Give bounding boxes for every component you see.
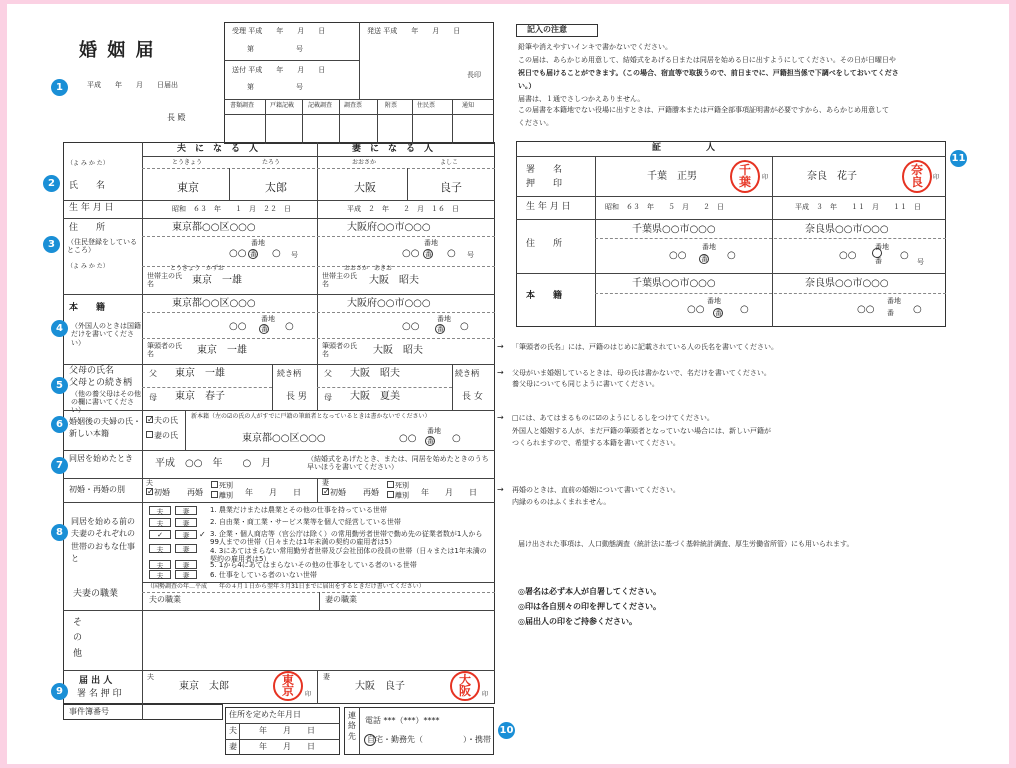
witness1-address[interactable]: 千葉県○○市○○○ xyxy=(632,224,716,235)
work-checkbox-grid: 夫 妻 夫 妻 ✓ 妻 ✓ 夫 妻 夫 妻 夫 妻 xyxy=(149,506,209,576)
wife-head-kana: おおさか あきお xyxy=(344,265,393,272)
ban-label: 番 xyxy=(701,255,708,263)
husband-mother[interactable]: 東京 春子 xyxy=(175,391,225,402)
checkbox[interactable] xyxy=(211,491,218,498)
ban-label: 番 xyxy=(887,309,894,317)
wife-death-option[interactable] xyxy=(387,482,409,490)
husband-work-1[interactable]: 夫 xyxy=(149,506,171,515)
contact-label: 連絡先 xyxy=(348,711,356,741)
husband-kana-first: たろう xyxy=(262,159,281,166)
banchi-label: 番地 xyxy=(887,297,901,305)
wife-last-name[interactable]: 大阪 xyxy=(354,181,376,194)
cohabit-note: （結婚式をあげたとき、または、同居を始めたときのうち早いほうを書いてください） xyxy=(307,455,489,472)
sent-no: 第 号 xyxy=(247,83,303,91)
first-label: 初婚 xyxy=(154,488,170,497)
first-label: 初婚 xyxy=(330,488,346,497)
father-label: 父 xyxy=(149,369,157,378)
signer-label: 届 出 人 xyxy=(79,676,113,686)
banchi-label: 番地 xyxy=(251,239,265,247)
husband-address[interactable]: 東京都○○区○○○ xyxy=(172,222,256,233)
wife-work-5[interactable]: 妻 xyxy=(175,560,197,569)
check-label: 書類調査 xyxy=(230,102,255,109)
witness-sign-label: 署 名 xyxy=(526,165,563,175)
husband-kana-last: とうきょう xyxy=(172,159,203,166)
bullet-note: ◎印は各自別々の印を押してください。 xyxy=(518,602,661,611)
occupation-item-4: 4. 3にあてはまらない常用勤労者世帯及び会社団体の役員の世帯（日々または1年未満の契約の雇用者は5） xyxy=(210,547,487,564)
parents-label-2: 父母との続き柄 xyxy=(69,378,133,388)
husband-honseki-head[interactable]: 東京 一雄 xyxy=(197,345,247,356)
witness-seal-label: 押 印 xyxy=(526,179,563,189)
badge-4: 4 xyxy=(51,320,68,337)
side-note: 届け出された事項は、人口動態調査（統計法に基づく基幹統計調査、厚生労働省所管）にも用いられます。 xyxy=(518,540,854,548)
husband-father[interactable]: 東京 一雄 xyxy=(175,368,225,379)
side-note: 外国人と婚姻する人が、まだ戸籍の筆頭者となっていない場合には、新しい戸籍が xyxy=(512,427,771,435)
check-label: 附票 xyxy=(385,102,398,109)
wife-mother[interactable]: 大阪 夏美 xyxy=(350,391,400,402)
form-title: 婚 姻 届 xyxy=(79,40,156,61)
husband-short-label: 夫 xyxy=(146,479,153,487)
banchi-label: 番地 xyxy=(261,315,275,323)
note-line: 届書は、１通でさしつかえありません。 xyxy=(518,95,645,103)
father-label: 父 xyxy=(324,369,332,378)
banchi-label: 番地 xyxy=(424,239,438,247)
contact-phone-kind[interactable]: 自宅・勤務先（ ）・携帯 xyxy=(367,735,491,744)
banchi-label: 番地 xyxy=(875,243,889,251)
death-label: 死別 xyxy=(219,481,233,490)
husband-surname-checkbox[interactable]: ✓ xyxy=(147,415,154,424)
husband-work-2[interactable]: 夫 xyxy=(149,518,171,527)
husband-short-label: 夫 xyxy=(147,673,154,681)
wife-occupation-label: 妻の職業 xyxy=(325,595,357,604)
checkbox[interactable] xyxy=(211,481,218,488)
side-note: 内縁のものはふくまれません。 xyxy=(512,498,611,506)
husband-seal: 東京 xyxy=(273,671,303,701)
to-office: 長 殿 xyxy=(167,113,186,122)
signer-label-2: 署 名 押 印 xyxy=(77,689,122,699)
wife-short-label: 妻 xyxy=(323,673,330,681)
honseki-label: 本 籍 xyxy=(69,303,106,313)
new-honseki-note: 新本籍（左の☑の氏の人がすでに戸籍の筆頭者となっているときは書かないでください） xyxy=(191,413,431,420)
chief-seal-label: 長印 xyxy=(467,71,481,79)
occupation-item-2: 2. 自由業・商工業・サービス業等を個人で経営している世帯 xyxy=(210,518,401,526)
note-line: い。） xyxy=(518,82,536,90)
occupation-item-6: 6. 仕事をしている者のいない世帯 xyxy=(210,571,317,579)
filing-date[interactable]: 平成 年 月 日届出 xyxy=(87,81,178,89)
wife-kana-last: おおさか xyxy=(352,159,377,166)
wife-short-label: 妻 xyxy=(322,479,329,487)
dispatch-date: 発送 平成 年 月 日 xyxy=(367,27,461,35)
again-label: 再婚 xyxy=(187,488,203,497)
husband-first-marriage[interactable] xyxy=(146,489,170,497)
badge-5: 5 xyxy=(51,377,68,394)
ban-label: 番 xyxy=(427,437,434,445)
check-label: 記載調査 xyxy=(308,102,333,109)
honseki-note: （外国人のときは国籍だけを書いてください） xyxy=(71,322,141,347)
husband-head-kana: とうきょう かずお xyxy=(170,265,225,272)
wife-honseki-head[interactable]: 大阪 昭夫 xyxy=(373,345,423,356)
cohabit-date[interactable]: 平成 ○○ 年 ○ 月 xyxy=(155,458,272,469)
badge-7: 7 xyxy=(51,457,68,474)
notes-title: 記入の注意 xyxy=(527,25,567,34)
inn-label: 印 xyxy=(933,174,940,181)
side-note: 父母がいま婚姻しているときは、母の氏は書かないで、名だけを書いてください。 xyxy=(512,369,771,377)
husband-work-4[interactable]: 夫 xyxy=(149,544,171,553)
received-no: 第 号 xyxy=(247,45,303,53)
note-line: ください。 xyxy=(518,119,553,127)
wife-work-6[interactable]: 妻 xyxy=(175,570,197,579)
witness2-honseki[interactable]: 奈良県○○市○○○ xyxy=(805,278,889,289)
new-honseki-no[interactable]: ○○ xyxy=(399,433,417,444)
husband-divorce-option[interactable] xyxy=(211,492,233,500)
wife-honseki[interactable]: 大阪府○○市○○○ xyxy=(347,298,431,309)
witness1-seal: 千葉 xyxy=(730,160,760,193)
wife-first-marriage[interactable] xyxy=(322,489,346,497)
banchi-label: 番地 xyxy=(437,315,451,323)
wife-reg-date[interactable]: 年 月 日 xyxy=(259,742,315,751)
ban-label: 番 xyxy=(437,325,444,333)
checkbox[interactable] xyxy=(387,481,394,488)
wife-relation[interactable]: 長 女 xyxy=(462,392,483,402)
wife-header: 妻 に な る 人 xyxy=(352,144,434,154)
witness2-birth[interactable]: 平成 ３ 年 １１ 月 １１ 日 xyxy=(795,203,921,211)
witness2-honseki-no[interactable]: ○○ xyxy=(857,304,875,315)
wife-address[interactable]: 大阪府○○市○○○ xyxy=(347,222,431,233)
inn-label: 印 xyxy=(482,691,489,698)
husband-surname-option[interactable] xyxy=(146,417,178,425)
witness2-name[interactable]: 奈良 花子 xyxy=(807,171,857,182)
ban-label: 番 xyxy=(715,309,722,317)
witness-title: 証 人 xyxy=(652,143,716,153)
badge-11: 11 xyxy=(950,150,967,167)
wife-surname-option[interactable] xyxy=(146,432,178,440)
husband-first-checkbox[interactable]: ✓ xyxy=(147,487,154,496)
wife-divorce-option[interactable] xyxy=(387,492,409,500)
husband-first-name[interactable]: 太郎 xyxy=(265,181,287,194)
census-note: （国勢調査の年…平成 年の４月１日から翌年３月31日までに届出をするときだけ書いてください） xyxy=(147,583,425,590)
go-label: 号 xyxy=(291,251,298,259)
ban-label: 番 xyxy=(250,250,257,258)
wife-household-head[interactable]: 大阪 昭夫 xyxy=(369,275,419,286)
husband-honseki[interactable]: 東京都○○区○○○ xyxy=(172,298,256,309)
check-label: 通知 xyxy=(462,102,475,109)
check-label: 調査票 xyxy=(344,102,363,109)
husband-header: 夫 に な る 人 xyxy=(177,144,259,154)
cohabit-label: 同居を始めたとき xyxy=(69,454,133,463)
marriage-type-label: 初婚・再婚の別 xyxy=(69,485,125,494)
witness1-name[interactable]: 千葉 正男 xyxy=(647,171,697,182)
check-label: 戸籍記載 xyxy=(270,102,295,109)
ban-label: 番 xyxy=(425,250,432,258)
wife-honseki-no[interactable]: ○○ xyxy=(402,321,420,332)
ban-label: 番 xyxy=(261,325,268,333)
divorce-label: 離別 xyxy=(395,491,409,500)
wife-work-1[interactable]: 妻 xyxy=(175,506,197,515)
husband-reg-date[interactable]: 年 月 日 xyxy=(259,726,315,735)
address-note: （住民登録をしているところ） xyxy=(67,238,137,255)
wife-work-4[interactable]: 妻 xyxy=(175,544,197,553)
husband-work-5[interactable]: 夫 xyxy=(149,560,171,569)
banchi-label: 番地 xyxy=(702,243,716,251)
wife-surname-checkbox[interactable] xyxy=(146,431,153,438)
wife-first-name[interactable]: 良子 xyxy=(440,181,462,194)
wife-kana-first: よしこ xyxy=(440,159,459,166)
new-surname-label: 婚姻後の夫婦の氏・新しい本籍 xyxy=(69,417,141,438)
check-label: 住民票 xyxy=(417,102,436,109)
go-label: 号 xyxy=(467,251,474,259)
note-line: この届書を本籍地でない役場に出すときは、戸籍謄本または戸籍全部事項証明書が必要ですから、あらかじめ用意して xyxy=(518,106,889,114)
address-label: 住 所 xyxy=(69,223,106,233)
form-sheet: 婚 姻 届 1 平成 年 月 日届出 長 殿 受理 平成 年 月 日 第 号 送付 平成 年 月 日 第 号 発送 平成 年 月 日 長印 書類調査 戸籍記載 記載調査 調査票 附票 住民票 通知 夫 に な る 人 妻 に な る 人 （よ み か た） 氏 名 2 とうきょう たろう おおさか よしこ 東京 太郎 大阪 良子 生 年 月 日 昭和 ６３ 年 １ 月 ２２ 日 平成 ２ 年 ２ 月 １６ 日 3 住 所 （住民登録をしているところ） （よ み か た） 東京都○○区○○○ 大阪府○○市○○○ ○○ 番地 番 ○ 号 ○○ 番地 番 ○ 号 とうきょう かずお おおさか あきお 世帯主の氏名 東京 一雄 世帯主の氏名 大阪 昭夫 本 籍 4 （外国人のときは国籍だけを書いてください） 東京都○○区○○○ 大阪府○○市○○○ ○○ 番地 番 ○ ○○ 番地 番 ○ 筆頭者の氏名 東京 一雄 筆頭者の氏名 大阪 昭夫 父母の氏名 5 父母との続き柄 （他の養父母はその他の欄に書いてください） 父 東京 一雄 母 東京 春子 続き柄 長 男 父 大阪 昭夫 母 大阪 夏美 続き柄 長 女 6 婚姻後の夫婦の氏・新しい本籍 ✓夫の氏 妻の氏 新本籍（左の☑の氏の人がすでに戸籍の筆頭者となっているときは書かないでください） 東京都○○区○○○ ○○ 番地 番 ○ 7 同居を始めたとき 平成 ○○ 年 ○ 月 （結婚式をあげたとき、または、同居を始めたときのうち早いほうを書いてください） 初婚・再婚の別 夫 ✓初婚 再婚 死別 離別 年 月 日 妻 ✓初婚 再婚 死別 離別 年 月 日 8 同居を始める前の夫妻のそれぞれの世帯のおもな仕事と 夫 妻 夫 妻 ✓ 妻 ✓ 夫 妻 夫 妻 夫 妻 1. 農業だけまたは農業とその他の仕事を持っている世帯 2. 自由業・商工業・サービス業等を個人で経営している世帯 3. 企業・個人商店等（官公庁は除く）の常用勤労者世帯で勤め先の従業者数が1人から99人までの世帯（日々または1年未満の契約の雇用者は5） 4. 3にあてはまらない常用勤労者世帯及び会社団体の役員の世帯（日々または1年未満の契約の雇用者は5） 5. 1から4にあてはまらないその他の仕事をしている者のいる世帯 6. 仕事をしている者のいない世帯 夫妻の職業 （国勢調査の年…平成 年の４月１日から翌年３月31日までに届出をするときだけ書いてください） 夫の職業 妻の職業 そ の 他 9 届 出 人 署 名 押 印 夫 東京 太郎 東京 印 妻 大阪 良子 大阪 印 事件簿番号 住所を定めた年月日 夫 年 月 日 妻 年 月 日 連絡先 電話 ***（***）**** 自宅・勤務先（ ）・携帯 10 記入の注意 鉛筆や消えやすいインキで書かないでください。 この届は、あらかじめ用意して、結婚式をあげる日または同居を始める日に出すようにしてください。その日が日曜日や 祝日でも届けることができます。（この場合、宿直等で取扱うので、前日までに、戸籍担当係で下調べをしておいてくださ い。） 届書は、１通でさしつかえありません。 この届書を本籍地でない役場に出すときは、戸籍謄本または戸籍全部事項証明書が必要ですから、あらかじめ用意して ください。 11 証 人 署 名 押 印 千葉 正男 千葉 印 奈良 花子 奈良 印 生 年 月 日 昭和 ６３ 年 ５ 月 ２ 日 平成 ３ 年 １１ 月 １１ 日 住 所 千葉県○○市○○○ 奈良県○○市○○○ ○○ 番地 番 ○ ○○ 番地 番 ○ 号 本 籍 千葉県○○市○○○ 奈良県○○市○○○ ○○ 番地 番 ○ ○○ 番地 番 ○ → 「筆頭者の氏名」には、戸籍のはじめに記載されている人の氏名を書いてください。 → 父母がいま婚姻しているときは、母の氏は書かないで、名だけを書いてください。 養父母についても同じように書いてください。 → □には、あてはまるものに☑のようにしるしをつけてください。 外国人と婚姻する人が、まだ戸籍の筆頭者となっていない場合には、新しい戸籍が つくられますので、希望する本籍を書いてください。 → 再婚のときは、直前の婚姻について書いてください。 内縁のものはふくまれません。 届け出された事項は、人口動態調査（統計法に基づく基幹統計調査、厚生労働省所管）にも用いられます。 ◎署名は必ず本人が自署してください。 ◎印は各自別々の印を押してください。 ◎届出人の印をご持参ください。 xyxy=(7,4,1009,764)
husband-address-no[interactable]: ○○ xyxy=(229,248,247,259)
side-note: 養父母についても同じように書いてください。 xyxy=(512,380,659,388)
wife-father[interactable]: 大阪 昭夫 xyxy=(350,368,400,379)
badge-2: 2 xyxy=(43,175,60,192)
side-note: 「筆頭者の氏名」には、戸籍のはじめに記載されている人の氏名を書いてください。 xyxy=(512,343,778,351)
other-label: そ の 他 xyxy=(73,618,83,659)
badge-6: 6 xyxy=(51,416,68,433)
badge-9: 9 xyxy=(51,683,68,700)
husband-birth[interactable]: 昭和 ６３ 年 １ 月 ２２ 日 xyxy=(172,205,291,213)
note-line: 祝日でも届けることができます。（この場合、宿直等で取扱うので、前日までに、戸籍担当係で下調べをしておいてくださ xyxy=(518,69,899,77)
banchi-label: 番地 xyxy=(427,427,441,435)
witness1-birth[interactable]: 昭和 ６３ 年 ５ 月 ２ 日 xyxy=(605,203,724,211)
wife-short-label: 妻 xyxy=(229,742,237,751)
husband-surname-label: 夫の氏 xyxy=(154,416,178,425)
husband-again-date[interactable]: 年 月 日 xyxy=(245,488,301,497)
occupation-item-1: 1. 農業だけまたは農業とその他の仕事を持っている世帯 xyxy=(210,506,387,514)
husband-sign-name[interactable]: 東京 太郎 xyxy=(179,681,229,692)
badge-10: 10 xyxy=(498,722,515,739)
bullet-note: ◎届出人の印をご持参ください。 xyxy=(518,617,637,626)
wife-address-no[interactable]: ○○ xyxy=(402,248,420,259)
wife-first-checkbox[interactable]: ✓ xyxy=(323,487,330,496)
occupation-item-3: 3. 企業・個人商店等（官公庁は除く）の常用勤労者世帯で勤め先の従業者数が1人から99人までの世帯（日々または1年未満の契約の雇用者は5） xyxy=(210,530,483,547)
work-label: 同居を始める前の夫妻のそれぞれの世帯のおもな仕事と xyxy=(71,517,135,564)
inn-label: 印 xyxy=(305,691,312,698)
badge-1: 1 xyxy=(51,79,68,96)
sent-date: 送付 平成 年 月 日 xyxy=(232,66,326,74)
wife-birth[interactable]: 平成 ２ 年 ２ 月 １６ 日 xyxy=(347,205,459,213)
death-label: 死別 xyxy=(395,481,409,490)
checkbox[interactable] xyxy=(387,491,394,498)
name-label: 氏 名 xyxy=(69,181,106,191)
witness2-address-no[interactable]: ○○ xyxy=(839,250,857,261)
birth-label: 生 年 月 日 xyxy=(69,203,114,213)
contact-phone[interactable]: 電話 ***（***）**** xyxy=(365,716,440,725)
household-head-label: 世帯主の氏名 xyxy=(147,272,182,289)
witness2-address[interactable]: 奈良県○○市○○○ xyxy=(805,224,889,235)
yomikata-label-2: （よ み か た） xyxy=(67,263,109,270)
relation-label: 続き柄 xyxy=(455,369,479,378)
new-honseki-address[interactable]: 東京都○○区○○○ xyxy=(242,433,326,444)
badge-3: 3 xyxy=(43,236,60,253)
ban-label: 番 xyxy=(875,257,882,265)
honseki-head-label: 筆頭者の氏名 xyxy=(147,342,182,359)
witness-address-label: 住 所 xyxy=(526,239,563,249)
husband-work-6[interactable]: 夫 xyxy=(149,570,171,579)
divorce-label: 離別 xyxy=(219,491,233,500)
wife-surname-label: 妻の氏 xyxy=(154,431,178,440)
witness1-honseki-no[interactable]: ○○ xyxy=(687,304,705,315)
witness1-address-no[interactable]: ○○ xyxy=(669,250,687,261)
wife-work-2[interactable]: 妻 xyxy=(175,518,197,527)
witness-honseki-label: 本 籍 xyxy=(526,291,563,301)
again-label: 再婚 xyxy=(363,488,379,497)
badge-8: 8 xyxy=(51,524,68,541)
wife-sign-name[interactable]: 大阪 良子 xyxy=(355,681,405,692)
witness-birth-label: 生 年 月 日 xyxy=(526,202,571,212)
wife-seal: 大阪 xyxy=(450,671,480,701)
note-line: この届は、あらかじめ用意して、結婚式をあげる日または同居を始める日に出すようにしてください。その日が日曜日や xyxy=(518,56,896,64)
witness2-seal: 奈良 xyxy=(902,160,932,193)
occupation-item-5: 5. 1から4にあてはまらないその他の仕事をしている者のいる世帯 xyxy=(210,561,417,569)
husband-relation[interactable]: 長 男 xyxy=(286,392,307,402)
parents-label: 父母の氏名 xyxy=(69,366,115,376)
banchi-label: 番地 xyxy=(707,297,721,305)
wife-work-3[interactable]: 妻 xyxy=(175,530,197,539)
husband-death-option[interactable] xyxy=(211,482,233,490)
witness1-honseki[interactable]: 千葉県○○市○○○ xyxy=(632,278,716,289)
honseki-head-label: 筆頭者の氏名 xyxy=(322,342,357,359)
wife-again-date[interactable]: 年 月 日 xyxy=(421,488,477,497)
husband-last-name[interactable]: 東京 xyxy=(177,181,199,194)
note-line: 鉛筆や消えやすいインキで書かないでください。 xyxy=(518,43,672,51)
side-note: □には、あてはまるものに☑のようにしるしをつけてください。 xyxy=(512,414,714,422)
husband-honseki-no[interactable]: ○○ xyxy=(229,321,247,332)
husband-work-3[interactable]: ✓ xyxy=(149,530,171,539)
contact-box xyxy=(344,707,494,755)
yomikata-label: （よ み か た） xyxy=(67,160,109,167)
husband-household-head[interactable]: 東京 一雄 xyxy=(192,275,242,286)
received-date: 受理 平成 年 月 日 xyxy=(232,27,326,35)
husband-short-label: 夫 xyxy=(229,726,237,735)
mother-label: 母 xyxy=(149,393,157,402)
reg-date-label: 住所を定めた年月日 xyxy=(229,710,301,719)
inn-label: 印 xyxy=(762,174,769,181)
household-head-label: 世帯主の氏名 xyxy=(322,272,357,289)
occupation-label: 夫妻の職業 xyxy=(73,589,119,599)
mother-label: 母 xyxy=(324,393,332,402)
relation-label: 続き柄 xyxy=(277,369,301,378)
husband-occupation-label: 夫の職業 xyxy=(149,595,181,604)
side-note: 再婚のときは、直前の婚姻について書いてください。 xyxy=(512,486,680,494)
go-label: 号 xyxy=(917,258,924,266)
case-number-label: 事件簿番号 xyxy=(69,707,109,716)
side-note: つくられますので、希望する本籍を書いてください。 xyxy=(512,439,680,447)
bullet-note: ◎署名は必ず本人が自署してください。 xyxy=(518,587,661,596)
parents-note: （他の養父母はその他の欄に書いてください） xyxy=(71,390,141,415)
